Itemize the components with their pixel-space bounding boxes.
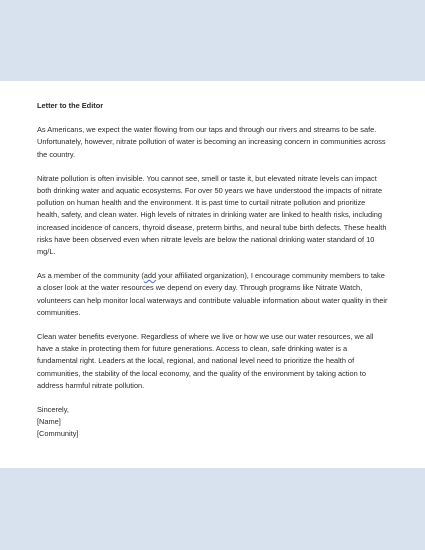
paragraph-community (37, 270, 389, 319)
signature-salutation: Sincerely, (37, 405, 69, 415)
paragraph-intro: As Americans, we expect the water flowing from our taps and through our rivers and streams to be safe. Unfortunately, however, nitrate pollution of water is becoming an increasing concern in communities across the country. (37, 125, 386, 159)
document-page[interactable] (0, 81, 425, 468)
spellcheck-flagged-word[interactable]: add (143, 271, 157, 281)
signature-block (37, 404, 389, 441)
signature-name: [Name] (37, 417, 61, 427)
letter-content (37, 100, 389, 441)
signature-community: [Community] (37, 429, 79, 439)
paragraph-closing: Clean water benefits everyone. Regardless of where we live or how we use our water resources, we all have a stake in protecting them for future generations. Access to clean, safe drinking water is a fundamental right. Leaders at the local, regional, and national level need to prioritize the health of communities, the stability of the local economy, and the quality of the environment by taking action to address harmful nitrate pollution. (37, 332, 374, 390)
letter-title: Letter to the Editor (37, 101, 104, 110)
paragraph-health-risks: Nitrate pollution is often invisible. You cannot see, smell or taste it, but elevated nitrate levels can impact both drinking water and aquatic ecosystems. For over 50 years we have understood the impacts of nitrate pollution on human health and the environment. It is past time to curtail nitrate pollution and prioritize health, safety, and clean water. High levels of nitrates in drinking water are linked to health risks, including increased incidence of cancers, thyroid disease, preterm births, and neural tube birth defects. These health risks have been observed even when nitrate levels are below the national drinking water standard of 10 mg/L. (37, 173, 387, 257)
paragraph-community-start: As a member of the community ( (37, 271, 144, 281)
paragraph-community-rest: your affiliated organization), I encourage community members to take a closer look at the water resources we depend on every day. Through programs like Nitrate Watch, volunteers can help monitor local waterways and contribute valuable information about water quality in their communities. (37, 271, 388, 317)
